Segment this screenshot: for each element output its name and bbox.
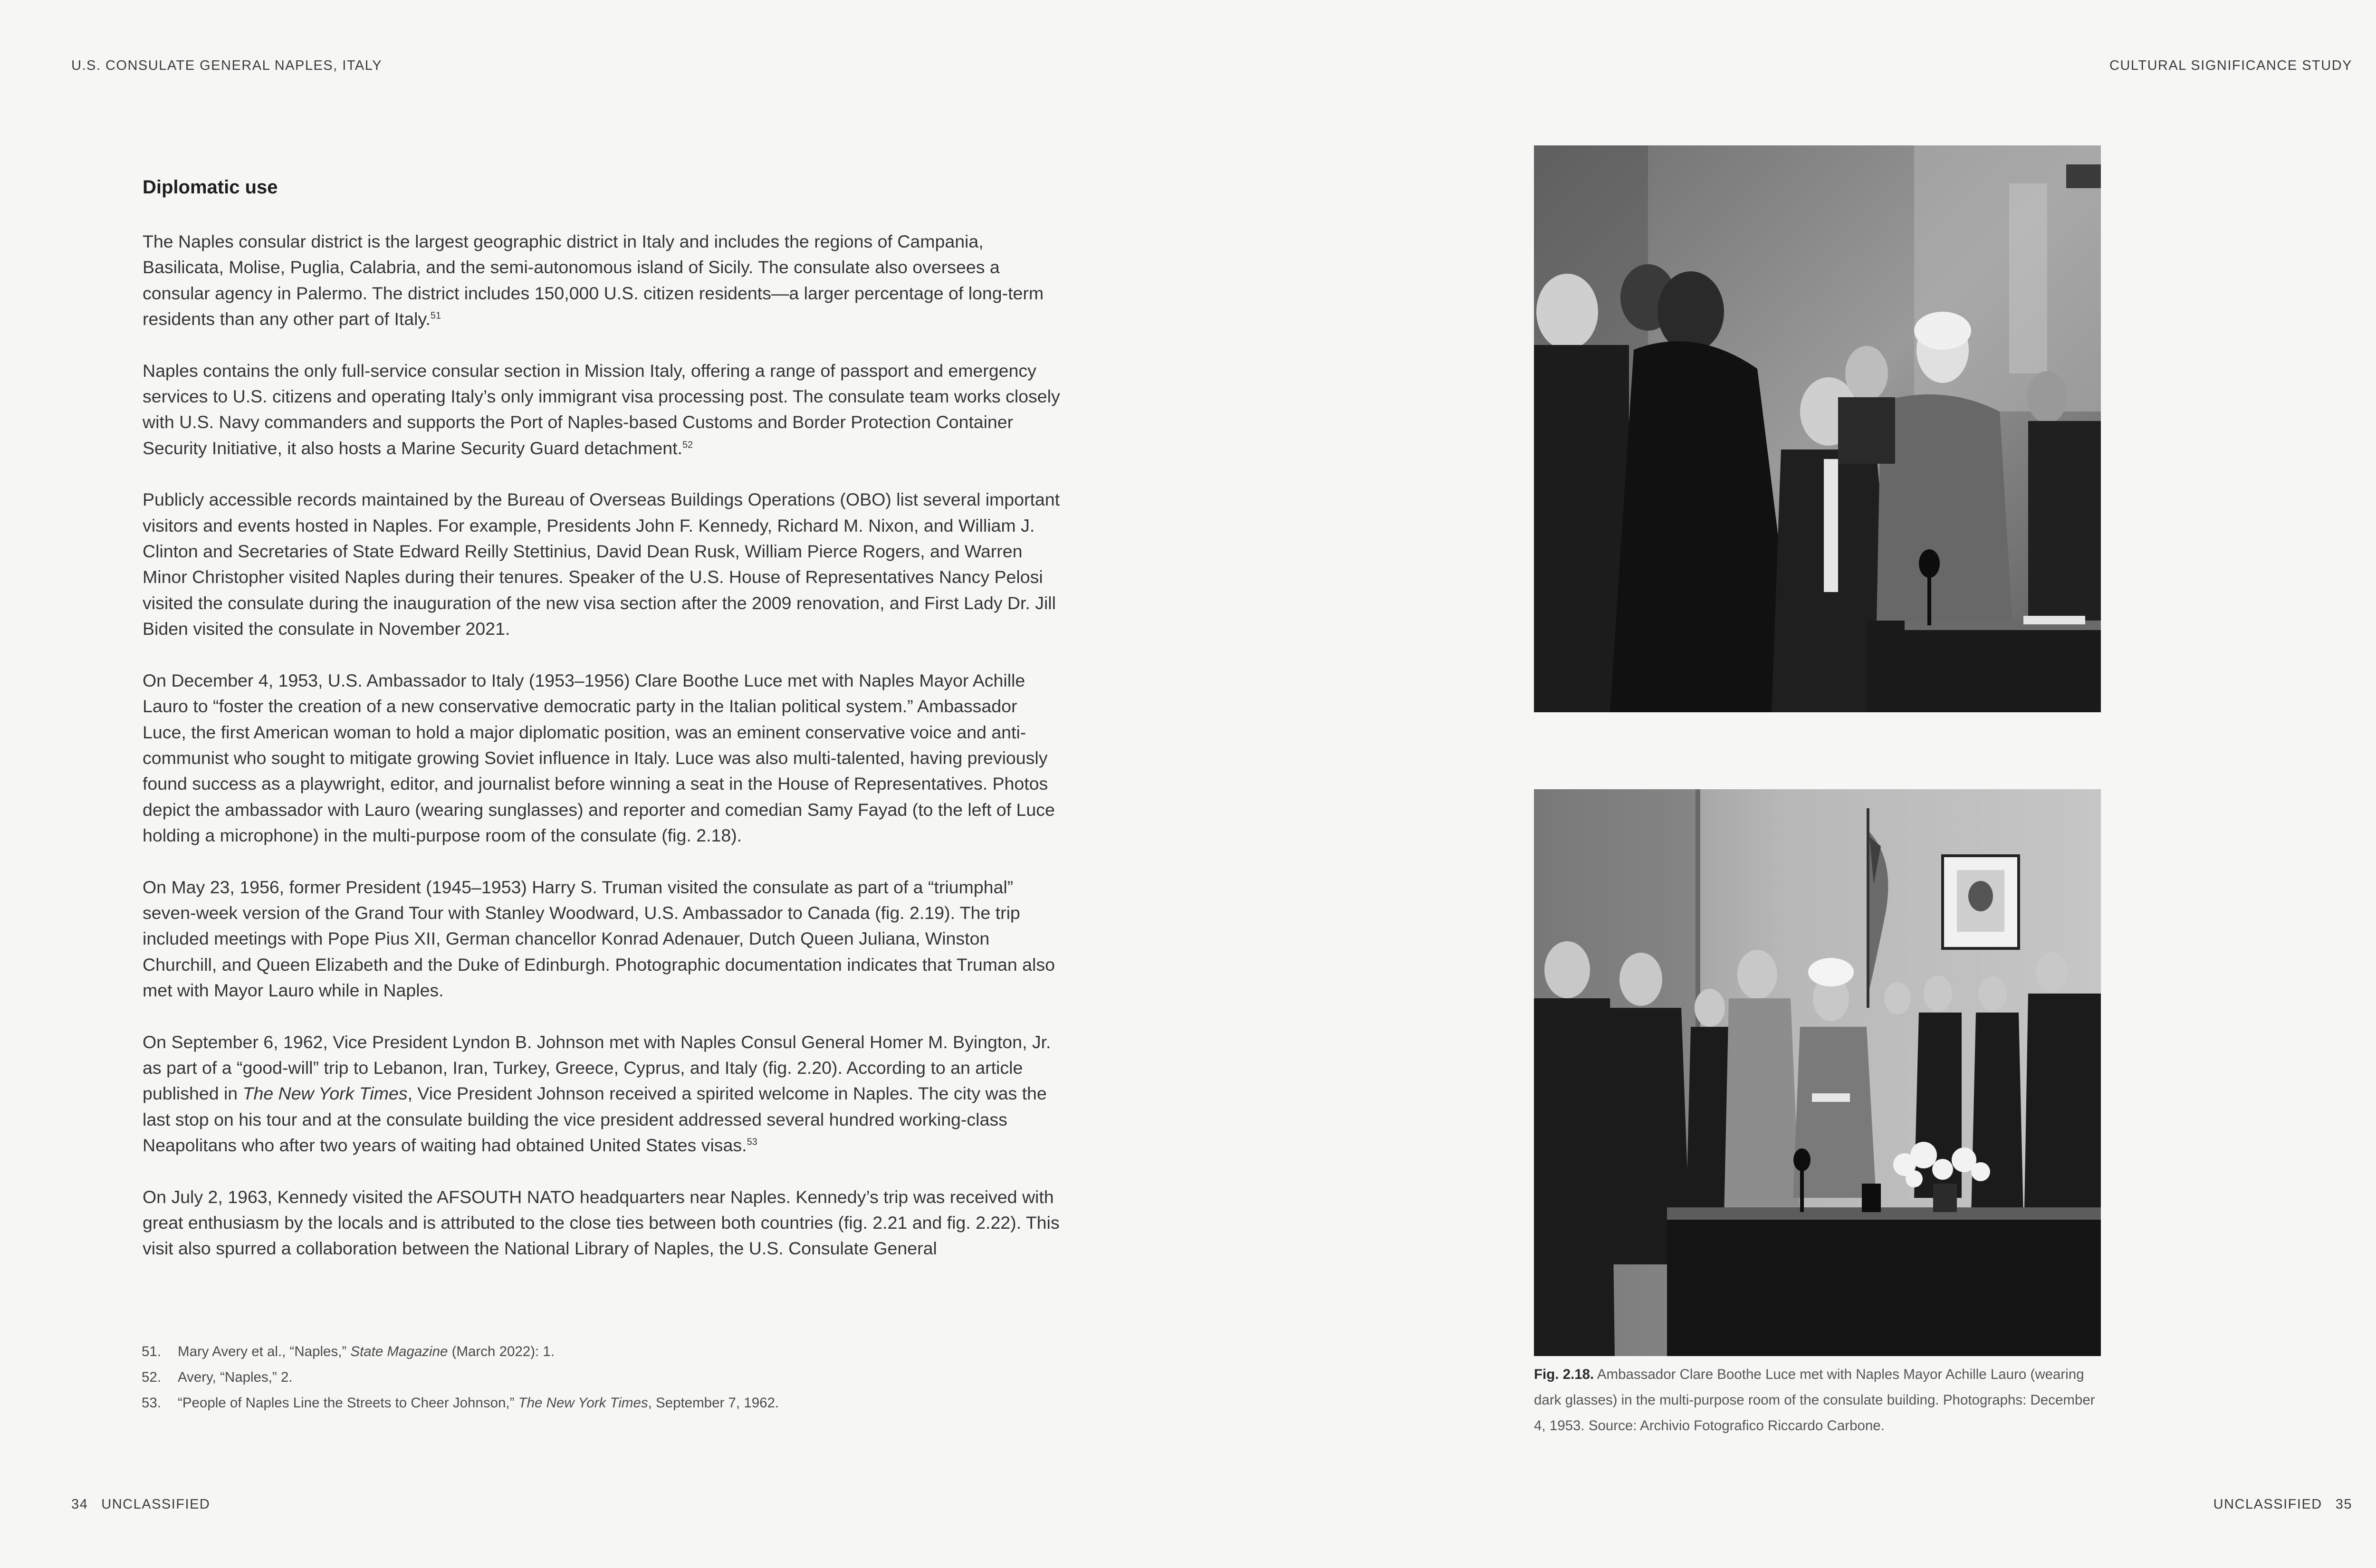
archival-photo-group <box>1534 789 2101 1356</box>
footnote-ref[interactable]: 51 <box>430 310 441 321</box>
footnote-number: 52. <box>142 1369 162 1385</box>
paragraph <box>143 874 1062 1004</box>
photo-illustration <box>1534 145 2101 712</box>
paragraph-text: The Naples consular district is the largest geographic district in Italy and includes the regions of Campania, Basilicata, Molise, Puglia, Calabria, and the semi-autonomous island of Sicily. The consulate also oversees a consular agency in Palermo. The district includes 150,000 U.S. citizen residents—a larger percentage of long-term residents than any other part of Italy. <box>143 231 1044 329</box>
classification-label: UNCLASSIFIED <box>101 1497 211 1512</box>
footnote-text: Mary Avery et al., “Naples,” State Magazine (March 2022): 1. <box>178 1344 555 1359</box>
paragraph-text: On May 23, 1956, former President (1945–1953) Harry S. Truman visited the consulate as part of a “triumphal” seven-week version of the Grand Tour with Stanley Woodward, U.S. Ambassador to Canada (fig. 2.19). The trip included meetings with Pope Pius XII, German chancellor Konrad Adenauer, Dutch Queen Juliana, Winston Churchill, and Queen Elizabeth and the Duke of Edinburgh. Photographic documentation indicates that Truman also met with Mayor Lauro while in Naples. <box>143 877 1055 1001</box>
folio-left <box>71 1497 210 1512</box>
folio-right <box>2213 1497 2352 1512</box>
paragraph-text: , Vice President Johnson received a spirited welcome in Naples. The city was the last stop on his tour and at the consulate building the vice president addressed several hundred working-class Neapolitans who after two years of waiting had obtained United States visas. <box>143 1083 1047 1156</box>
figure-caption <box>1534 1362 2104 1439</box>
paragraph <box>143 358 1062 461</box>
running-head-left: U.S. CONSULATE GENERAL NAPLES, ITALY <box>71 58 383 73</box>
footnote-ref[interactable]: 52 <box>682 440 693 450</box>
section-heading: Diplomatic use <box>143 177 278 198</box>
footnotes <box>142 1339 1044 1416</box>
footnote-number: 51. <box>142 1344 162 1359</box>
paragraph <box>143 1029 1062 1158</box>
running-head-right: CULTURAL SIGNIFICANCE STUDY <box>2109 58 2352 73</box>
page-number: 35 <box>2335 1497 2352 1512</box>
photo-illustration <box>1534 789 2101 1356</box>
paragraph-text: On September 6, 1962, Vice President Lyndon B. Johnson met with Naples Consul General Homer M. Byington, Jr. as part of a “good-will” trip to Lebanon, Iran, Turkey, Greece, Cyprus, and Italy (fig. 2.20). According to an article published in <box>143 1032 1051 1104</box>
footnote-number: 53. <box>142 1395 162 1411</box>
page-number: 34 <box>71 1497 88 1512</box>
classification-label: UNCLASSIFIED <box>2213 1497 2322 1512</box>
paragraph <box>143 487 1062 641</box>
paragraph-text: On July 2, 1963, Kennedy visited the AFSOUTH NATO headquarters near Naples. Kennedy’s trip was received with great enthusiasm by the locals and is attributed to the close ties between both countries (fig. 2.21 and fig. 2.22). This visit also spurred a collaboration between the National Library of Naples, the U.S. Consulate General <box>143 1186 1060 1259</box>
figure-label: Fig. 2.18. <box>1534 1367 1594 1382</box>
footnote-text: Avery, “Naples,” 2. <box>178 1369 293 1385</box>
footnote-ref[interactable]: 53 <box>747 1137 757 1147</box>
paragraph <box>143 668 1062 849</box>
paragraph-text: Naples contains the only full-service consular section in Mission Italy, offering a range of passport and emergency services to U.S. citizens and operating Italy’s only immigrant visa processing post. The consulate team works closely with U.S. Navy commanders and supports the Port of Naples-based Customs and Border Protection Container Security Initiative, it also hosts a Marine Security Guard detachment. <box>143 360 1060 458</box>
paragraph <box>143 1184 1062 1262</box>
caption-text: Ambassador Clare Boothe Luce met with Naples Mayor Achille Lauro (wearing dark glasses) in the multi-purpose room of the consulate building. Photographs: December 4, 1953. Source: Archivio Fotografico Riccardo Carbone. <box>1534 1367 2095 1434</box>
footnote-text: “People of Naples Line the Streets to Cheer Johnson,” The New York Times, September 7, 1962. <box>178 1395 779 1411</box>
paragraph <box>143 229 1062 332</box>
footnote <box>142 1365 1044 1390</box>
archival-photo-handshake <box>1534 145 2101 712</box>
main-text-column <box>143 177 1062 1287</box>
footnote <box>142 1339 1044 1365</box>
footnote <box>142 1390 1044 1416</box>
paragraph-text: Publicly accessible records maintained by the Bureau of Overseas Buildings Operations (OBO) list several important visitors and events hosted in Naples. For example, Presidents John F. Kennedy, Richard M. Nixon, and William J. Clinton and Secretaries of State Edward Reilly Stettinius, David Dean Rusk, William Pierce Rogers, and Warren Minor Christopher visited Naples during their tenures. Speaker of the U.S. House of Representatives Nancy Pelosi visited the consulate during the inauguration of the new visa section after the 2009 renovation, and First Lady Dr. Jill Biden visited the consulate in November 2021. <box>143 489 1060 639</box>
publication-title: The New York Times <box>242 1083 408 1104</box>
paragraph-text: On December 4, 1953, U.S. Ambassador to Italy (1953–1956) Clare Boothe Luce met with Naples Mayor Achille Lauro to “foster the creation of a new conservative democratic party in the Italian political system.” Ambassador Luce, the first American woman to hold a major diplomatic position, was an eminent conservative voice and anti-communist who sought to mitigate growing Soviet influence in Italy. Luce was also multi-talented, having previously found success as a playwright, editor, and journalist before winning a seat in the House of Representatives. Photos depict the ambassador with Lauro (wearing sunglasses) and reporter and comedian Samy Fayad (to the left of Luce holding a microphone) in the multi-purpose room of the consulate (fig. 2.18). <box>143 670 1055 846</box>
